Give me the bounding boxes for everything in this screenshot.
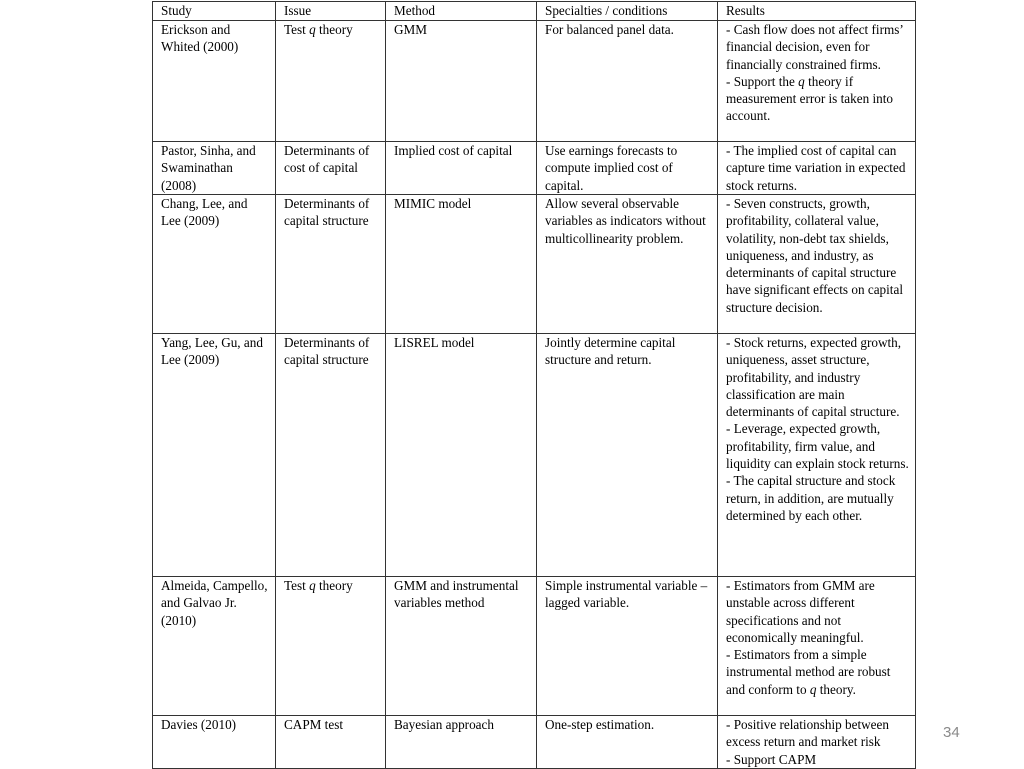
table-row [153, 21, 916, 142]
cell-results [718, 716, 916, 769]
cell-study: Chang, Lee, and Lee (2009) [153, 195, 276, 334]
cell-issue: Test q theory [276, 21, 386, 142]
cell-method: LISREL model [386, 334, 537, 577]
header-specialties: Specialties / conditions [537, 2, 718, 21]
cell-specialties: Allow several observable variables as indicators without multicollinearity problem. [537, 195, 718, 334]
cell-study: Davies (2010) [153, 716, 276, 769]
result-item: - Estimators from GMM are unstable across different specifications and not economically meaningful. [726, 578, 875, 645]
cell-study: Yang, Lee, Gu, and Lee (2009) [153, 334, 276, 577]
cell-issue: Determinants of cost of capital [276, 142, 386, 195]
result-item: - The capital structure and stock return, in addition, are mutually determined by each other. [726, 473, 896, 523]
slide-page-number: 34 [943, 724, 960, 741]
cell-issue: Test q theory [276, 577, 386, 716]
cell-specialties: Simple instrumental variable – lagged variable. [537, 577, 718, 716]
cell-method: Bayesian approach [386, 716, 537, 769]
header-row [153, 2, 916, 21]
cell-specialties: Use earnings forecasts to compute implied cost of capital. [537, 142, 718, 195]
cell-method: MIMIC model [386, 195, 537, 334]
cell-method: Implied cost of capital [386, 142, 537, 195]
header-study: Study [153, 2, 276, 21]
cell-specialties: One-step estimation. [537, 716, 718, 769]
result-item: - Stock returns, expected growth, uniqueness, asset structure, profitability, and industry classification are main determinants of capital structure. [726, 335, 902, 420]
header-issue: Issue [276, 2, 386, 21]
result-item: - Support the q theory if measurement error is taken into account. [726, 73, 893, 124]
cell-results [718, 21, 916, 142]
result-item: - Positive relationship between excess return and market risk [726, 717, 889, 750]
cell-study: Almeida, Campello, and Galvao Jr. (2010) [153, 577, 276, 716]
cell-specialties: For balanced panel data. [537, 21, 718, 142]
table-header [153, 2, 916, 21]
cell-issue: CAPM test [276, 716, 386, 769]
cell-issue: Determinants of capital structure [276, 334, 386, 577]
result-item: - The implied cost of capital can capture time variation in expected stock returns. [726, 143, 906, 193]
table-row [153, 195, 916, 334]
table-row [153, 716, 916, 769]
cell-results [718, 195, 916, 334]
cell-results [718, 577, 916, 716]
header-method: Method [386, 2, 537, 21]
table-row [153, 142, 916, 195]
table-body [153, 21, 916, 769]
cell-specialties: Jointly determine capital structure and return. [537, 334, 718, 577]
cell-results [718, 142, 916, 195]
cell-study: Erickson and Whited (2000) [153, 21, 276, 142]
result-item: - Estimators from a simple instrumental method are robust and conform to q theory. [726, 647, 891, 697]
table-row [153, 334, 916, 577]
table-row [153, 577, 916, 716]
literature-table [152, 1, 916, 769]
result-item: - Leverage, expected growth, profitability, firm value, and liquidity can explain stock returns. [726, 421, 909, 472]
result-item: - Support CAPM [726, 751, 817, 767]
cell-results [718, 334, 916, 577]
result-item: - Cash flow does not affect firms’ financial decision, even for financially constrained firms. [726, 22, 903, 72]
result-item: - Seven constructs, growth, profitability, collateral value, volatility, non-debt tax shields, uniqueness, and industry, as determinants of capital structure have significant effects on capital structure decision. [726, 196, 903, 315]
cell-study: Pastor, Sinha, and Swaminathan (2008) [153, 142, 276, 195]
header-results: Results [718, 2, 916, 21]
cell-method: GMM [386, 21, 537, 142]
cell-issue: Determinants of capital structure [276, 195, 386, 334]
cell-method: GMM and instrumental variables method [386, 577, 537, 716]
